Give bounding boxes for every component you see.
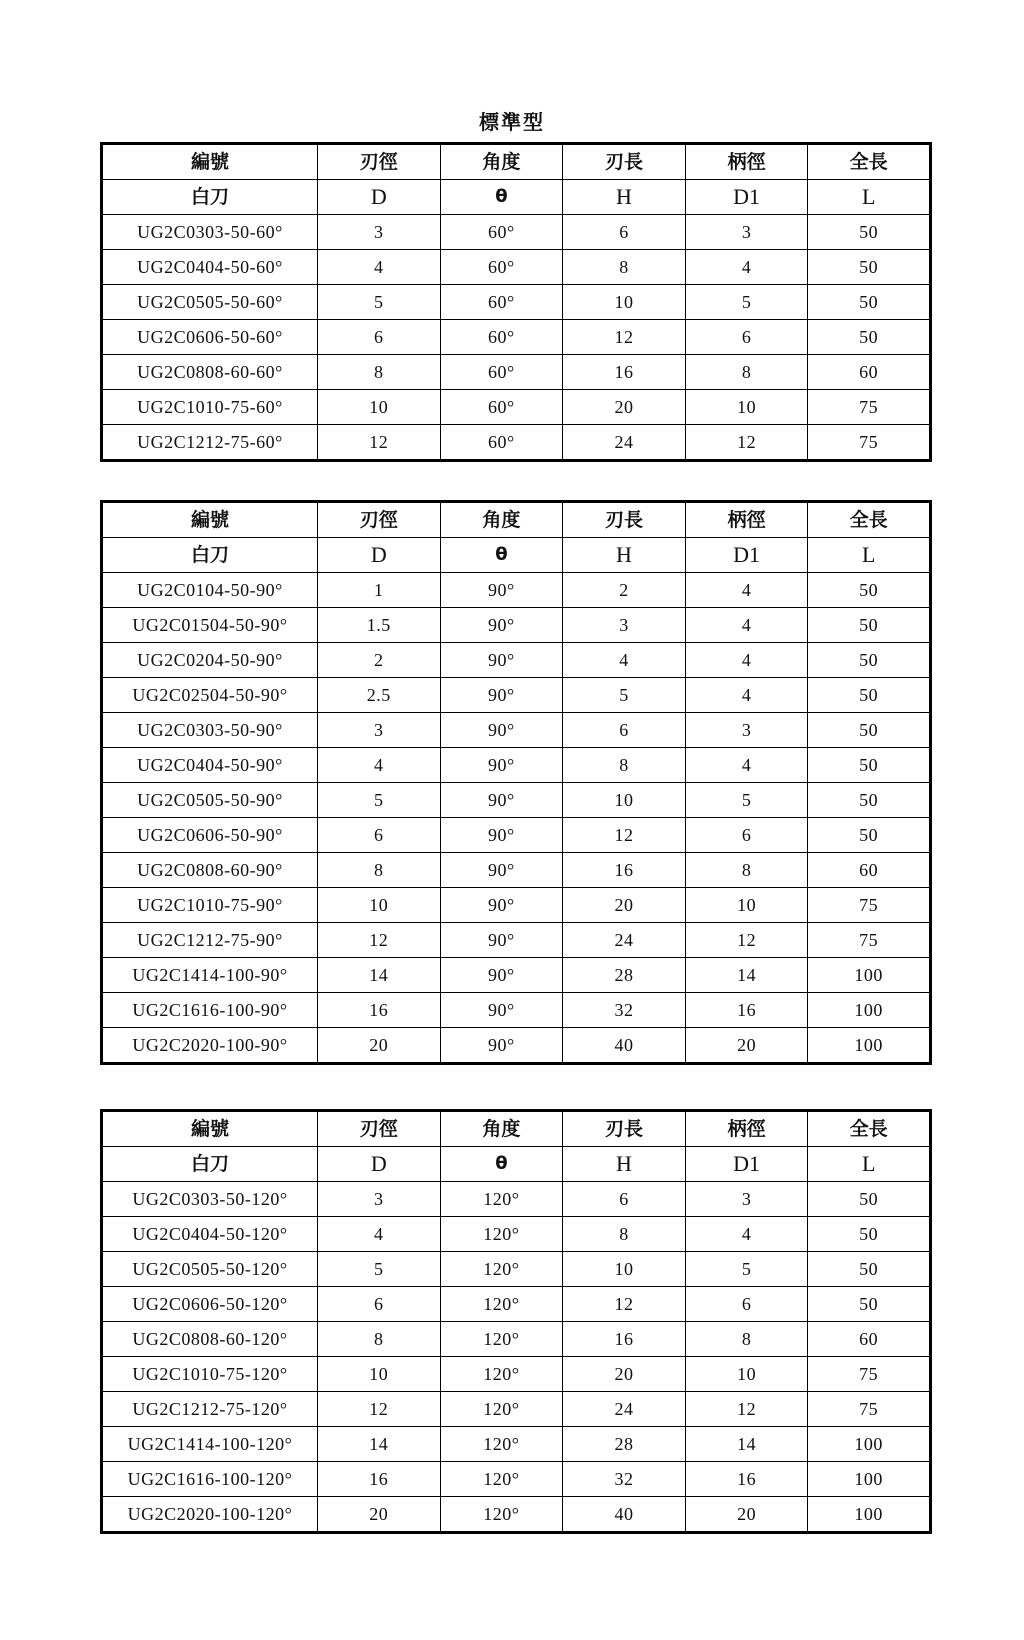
cell-code: UG2C2020-100-90° xyxy=(102,1028,318,1064)
cell-flute-length: 6 xyxy=(563,713,686,748)
table-row xyxy=(102,748,931,783)
cell-diameter: 8 xyxy=(318,1322,441,1357)
table-row xyxy=(102,215,931,250)
cell-diameter: 10 xyxy=(318,1357,441,1392)
col-header-h-symbol: H xyxy=(563,180,686,215)
cell-code: UG2C1616-100-120° xyxy=(102,1462,318,1497)
table-row xyxy=(102,853,931,888)
cell-diameter: 16 xyxy=(318,1462,441,1497)
cell-overall: 50 xyxy=(808,215,931,250)
cell-angle: 90° xyxy=(440,678,563,713)
cell-flute-length: 4 xyxy=(563,643,686,678)
cell-flute-length: 10 xyxy=(563,1252,686,1287)
cell-overall: 50 xyxy=(808,1217,931,1252)
cell-shank: 4 xyxy=(685,643,808,678)
cell-flute-length: 10 xyxy=(563,285,686,320)
col-header-blank: 白刀 xyxy=(102,1147,318,1182)
cell-shank: 10 xyxy=(685,1357,808,1392)
cell-shank: 4 xyxy=(685,748,808,783)
page-title: 標準型 xyxy=(479,110,545,134)
cell-code: UG2C0606-50-60° xyxy=(102,320,318,355)
cell-overall: 50 xyxy=(808,643,931,678)
cell-flute-length: 6 xyxy=(563,215,686,250)
cell-overall: 75 xyxy=(808,923,931,958)
cell-overall: 75 xyxy=(808,888,931,923)
cell-angle: 90° xyxy=(440,958,563,993)
cell-angle: 120° xyxy=(440,1392,563,1427)
cell-code: UG2C1212-75-120° xyxy=(102,1392,318,1427)
cell-shank: 20 xyxy=(685,1028,808,1064)
cell-flute-length: 40 xyxy=(563,1028,686,1064)
cell-diameter: 12 xyxy=(318,425,441,461)
cell-flute-length: 12 xyxy=(563,1287,686,1322)
cell-overall: 50 xyxy=(808,250,931,285)
col-header-d1-symbol: D1 xyxy=(685,180,808,215)
cell-flute-length: 3 xyxy=(563,608,686,643)
cell-code: UG2C0808-60-90° xyxy=(102,853,318,888)
table-row xyxy=(102,643,931,678)
cell-diameter: 5 xyxy=(318,783,441,818)
header-row-labels xyxy=(102,144,931,180)
col-header-overall: 全長 xyxy=(808,1111,931,1147)
cell-diameter: 3 xyxy=(318,215,441,250)
cell-overall: 50 xyxy=(808,320,931,355)
cell-code: UG2C02504-50-90° xyxy=(102,678,318,713)
cell-flute-length: 16 xyxy=(563,355,686,390)
header-row-symbols xyxy=(102,538,931,573)
cell-diameter: 14 xyxy=(318,1427,441,1462)
cell-diameter: 12 xyxy=(318,1392,441,1427)
cell-angle: 120° xyxy=(440,1217,563,1252)
cell-overall: 75 xyxy=(808,1392,931,1427)
table-row xyxy=(102,1392,931,1427)
cell-angle: 120° xyxy=(440,1287,563,1322)
col-header-flute-length: 刃長 xyxy=(563,1111,686,1147)
cell-flute-length: 10 xyxy=(563,783,686,818)
cell-diameter: 6 xyxy=(318,1287,441,1322)
cell-shank: 14 xyxy=(685,1427,808,1462)
col-header-h-symbol: H xyxy=(563,1147,686,1182)
cell-shank: 5 xyxy=(685,783,808,818)
cell-angle: 90° xyxy=(440,993,563,1028)
cell-shank: 4 xyxy=(685,573,808,608)
cell-code: UG2C0606-50-90° xyxy=(102,818,318,853)
cell-flute-length: 16 xyxy=(563,1322,686,1357)
cell-angle: 120° xyxy=(440,1252,563,1287)
cell-overall: 100 xyxy=(808,993,931,1028)
cell-angle: 60° xyxy=(440,250,563,285)
cell-shank: 6 xyxy=(685,1287,808,1322)
cell-diameter: 2.5 xyxy=(318,678,441,713)
table-row xyxy=(102,390,931,425)
cell-angle: 120° xyxy=(440,1322,563,1357)
cell-diameter: 14 xyxy=(318,958,441,993)
cell-angle: 120° xyxy=(440,1462,563,1497)
col-header-diameter: 刃徑 xyxy=(318,502,441,538)
cell-flute-length: 6 xyxy=(563,1182,686,1217)
spec-table-120 xyxy=(100,1109,932,1534)
cell-diameter: 10 xyxy=(318,888,441,923)
col-header-shank: 柄徑 xyxy=(685,144,808,180)
table-row xyxy=(102,1462,931,1497)
cell-shank: 16 xyxy=(685,993,808,1028)
cell-shank: 10 xyxy=(685,390,808,425)
cell-shank: 4 xyxy=(685,678,808,713)
table-row xyxy=(102,250,931,285)
col-header-d-symbol: D xyxy=(318,1147,441,1182)
cell-shank: 4 xyxy=(685,1217,808,1252)
col-header-d-symbol: D xyxy=(318,180,441,215)
cell-overall: 100 xyxy=(808,1497,931,1533)
cell-shank: 3 xyxy=(685,215,808,250)
cell-diameter: 10 xyxy=(318,390,441,425)
col-header-overall: 全長 xyxy=(808,144,931,180)
cell-code: UG2C1010-75-60° xyxy=(102,390,318,425)
cell-code: UG2C0303-50-90° xyxy=(102,713,318,748)
cell-shank: 16 xyxy=(685,1462,808,1497)
col-header-l-symbol: L xyxy=(808,1147,931,1182)
table-row xyxy=(102,1357,931,1392)
cell-code: UG2C1414-100-120° xyxy=(102,1427,318,1462)
cell-diameter: 20 xyxy=(318,1028,441,1064)
cell-flute-length: 28 xyxy=(563,958,686,993)
cell-angle: 90° xyxy=(440,923,563,958)
col-header-d1-symbol: D1 xyxy=(685,1147,808,1182)
cell-diameter: 4 xyxy=(318,748,441,783)
cell-angle: 90° xyxy=(440,783,563,818)
cell-code: UG2C0303-50-60° xyxy=(102,215,318,250)
cell-overall: 50 xyxy=(808,1287,931,1322)
col-header-d1-symbol: D1 xyxy=(685,538,808,573)
cell-flute-length: 24 xyxy=(563,923,686,958)
cell-shank: 12 xyxy=(685,1392,808,1427)
table-row xyxy=(102,923,931,958)
cell-shank: 3 xyxy=(685,713,808,748)
header-row-symbols xyxy=(102,180,931,215)
cell-angle: 120° xyxy=(440,1357,563,1392)
table-row xyxy=(102,713,931,748)
col-header-blank: 白刀 xyxy=(102,180,318,215)
cell-diameter: 4 xyxy=(318,1217,441,1252)
cell-angle: 90° xyxy=(440,888,563,923)
cell-angle: 60° xyxy=(440,390,563,425)
col-header-flute-length: 刃長 xyxy=(563,502,686,538)
cell-code: UG2C0505-50-60° xyxy=(102,285,318,320)
col-header-diameter: 刃徑 xyxy=(318,144,441,180)
cell-overall: 50 xyxy=(808,1252,931,1287)
cell-flute-length: 16 xyxy=(563,853,686,888)
col-header-l-symbol: L xyxy=(808,538,931,573)
cell-shank: 8 xyxy=(685,853,808,888)
header-row-labels xyxy=(102,1111,931,1147)
cell-diameter: 3 xyxy=(318,713,441,748)
col-header-code: 編號 xyxy=(102,1111,318,1147)
cell-overall: 50 xyxy=(808,818,931,853)
cell-code: UG2C0808-60-120° xyxy=(102,1322,318,1357)
table-row xyxy=(102,1252,931,1287)
table-row xyxy=(102,355,931,390)
col-header-overall: 全長 xyxy=(808,502,931,538)
cell-overall: 60 xyxy=(808,853,931,888)
cell-shank: 14 xyxy=(685,958,808,993)
col-header-h-symbol: H xyxy=(563,538,686,573)
cell-code: UG2C1212-75-60° xyxy=(102,425,318,461)
cell-shank: 5 xyxy=(685,1252,808,1287)
cell-overall: 100 xyxy=(808,1427,931,1462)
cell-overall: 100 xyxy=(808,958,931,993)
cell-code: UG2C1414-100-90° xyxy=(102,958,318,993)
cell-angle: 90° xyxy=(440,748,563,783)
table-row xyxy=(102,425,931,461)
cell-flute-length: 40 xyxy=(563,1497,686,1533)
cell-flute-length: 12 xyxy=(563,818,686,853)
cell-angle: 60° xyxy=(440,285,563,320)
cell-shank: 4 xyxy=(685,608,808,643)
table-row xyxy=(102,285,931,320)
col-header-code: 編號 xyxy=(102,144,318,180)
cell-overall: 50 xyxy=(808,713,931,748)
cell-code: UG2C0404-50-90° xyxy=(102,748,318,783)
cell-diameter: 16 xyxy=(318,993,441,1028)
cell-overall: 60 xyxy=(808,355,931,390)
cell-angle: 120° xyxy=(440,1427,563,1462)
table-row xyxy=(102,320,931,355)
col-header-angle: 角度 xyxy=(440,502,563,538)
cell-code: UG2C0606-50-120° xyxy=(102,1287,318,1322)
cell-diameter: 4 xyxy=(318,250,441,285)
cell-shank: 20 xyxy=(685,1497,808,1533)
spec-table-60 xyxy=(100,142,932,462)
cell-code: UG2C1010-75-90° xyxy=(102,888,318,923)
spec-table-90 xyxy=(100,500,932,1065)
cell-angle: 60° xyxy=(440,425,563,461)
cell-angle: 90° xyxy=(440,643,563,678)
cell-overall: 50 xyxy=(808,748,931,783)
col-header-angle: 角度 xyxy=(440,1111,563,1147)
cell-overall: 100 xyxy=(808,1462,931,1497)
cell-diameter: 20 xyxy=(318,1497,441,1533)
cell-shank: 12 xyxy=(685,923,808,958)
cell-flute-length: 8 xyxy=(563,748,686,783)
cell-shank: 8 xyxy=(685,1322,808,1357)
cell-shank: 8 xyxy=(685,355,808,390)
col-header-shank: 柄徑 xyxy=(685,1111,808,1147)
cell-angle: 60° xyxy=(440,355,563,390)
table-row xyxy=(102,818,931,853)
cell-flute-length: 32 xyxy=(563,993,686,1028)
cell-diameter: 6 xyxy=(318,818,441,853)
cell-flute-length: 28 xyxy=(563,1427,686,1462)
cell-angle: 90° xyxy=(440,1028,563,1064)
cell-angle: 90° xyxy=(440,818,563,853)
cell-overall: 75 xyxy=(808,1357,931,1392)
cell-overall: 50 xyxy=(808,608,931,643)
cell-shank: 3 xyxy=(685,1182,808,1217)
cell-flute-length: 32 xyxy=(563,1462,686,1497)
cell-code: UG2C0505-50-90° xyxy=(102,783,318,818)
cell-angle: 90° xyxy=(440,608,563,643)
col-header-theta-symbol: θ xyxy=(440,180,563,215)
cell-diameter: 5 xyxy=(318,1252,441,1287)
table-row xyxy=(102,1287,931,1322)
header-row-labels xyxy=(102,502,931,538)
cell-code: UG2C0404-50-60° xyxy=(102,250,318,285)
col-header-theta-symbol: θ xyxy=(440,1147,563,1182)
table-row xyxy=(102,1497,931,1533)
cell-angle: 60° xyxy=(440,320,563,355)
cell-angle: 120° xyxy=(440,1182,563,1217)
cell-flute-length: 20 xyxy=(563,390,686,425)
cell-code: UG2C1010-75-120° xyxy=(102,1357,318,1392)
cell-diameter: 8 xyxy=(318,355,441,390)
cell-diameter: 1.5 xyxy=(318,608,441,643)
col-header-l-symbol: L xyxy=(808,180,931,215)
cell-shank: 6 xyxy=(685,320,808,355)
cell-overall: 75 xyxy=(808,390,931,425)
table-row xyxy=(102,888,931,923)
col-header-diameter: 刃徑 xyxy=(318,1111,441,1147)
cell-overall: 50 xyxy=(808,678,931,713)
cell-flute-length: 24 xyxy=(563,1392,686,1427)
cell-shank: 6 xyxy=(685,818,808,853)
cell-diameter: 12 xyxy=(318,923,441,958)
cell-diameter: 6 xyxy=(318,320,441,355)
cell-diameter: 8 xyxy=(318,853,441,888)
cell-flute-length: 2 xyxy=(563,573,686,608)
cell-overall: 50 xyxy=(808,573,931,608)
table-row xyxy=(102,1182,931,1217)
cell-overall: 50 xyxy=(808,285,931,320)
table-row xyxy=(102,783,931,818)
cell-flute-length: 5 xyxy=(563,678,686,713)
cell-overall: 50 xyxy=(808,783,931,818)
cell-flute-length: 12 xyxy=(563,320,686,355)
cell-diameter: 2 xyxy=(318,643,441,678)
cell-shank: 4 xyxy=(685,250,808,285)
cell-diameter: 1 xyxy=(318,573,441,608)
cell-flute-length: 8 xyxy=(563,250,686,285)
table-row xyxy=(102,1028,931,1064)
cell-flute-length: 20 xyxy=(563,888,686,923)
cell-code: UG2C1616-100-90° xyxy=(102,993,318,1028)
cell-overall: 75 xyxy=(808,425,931,461)
col-header-flute-length: 刃長 xyxy=(563,144,686,180)
table-row xyxy=(102,958,931,993)
cell-code: UG2C0404-50-120° xyxy=(102,1217,318,1252)
cell-shank: 10 xyxy=(685,888,808,923)
table-row xyxy=(102,608,931,643)
cell-code: UG2C01504-50-90° xyxy=(102,608,318,643)
cell-code: UG2C0104-50-90° xyxy=(102,573,318,608)
cell-overall: 50 xyxy=(808,1182,931,1217)
cell-angle: 60° xyxy=(440,215,563,250)
cell-code: UG2C0303-50-120° xyxy=(102,1182,318,1217)
cell-code: UG2C0204-50-90° xyxy=(102,643,318,678)
col-header-blank: 白刀 xyxy=(102,538,318,573)
cell-overall: 100 xyxy=(808,1028,931,1064)
cell-flute-length: 24 xyxy=(563,425,686,461)
cell-code: UG2C1212-75-90° xyxy=(102,923,318,958)
col-header-shank: 柄徑 xyxy=(685,502,808,538)
cell-angle: 90° xyxy=(440,573,563,608)
col-header-d-symbol: D xyxy=(318,538,441,573)
cell-angle: 90° xyxy=(440,853,563,888)
cell-diameter: 3 xyxy=(318,1182,441,1217)
table-row xyxy=(102,573,931,608)
cell-code: UG2C0808-60-60° xyxy=(102,355,318,390)
cell-angle: 120° xyxy=(440,1497,563,1533)
cell-overall: 60 xyxy=(808,1322,931,1357)
cell-code: UG2C2020-100-120° xyxy=(102,1497,318,1533)
cell-flute-length: 8 xyxy=(563,1217,686,1252)
cell-flute-length: 20 xyxy=(563,1357,686,1392)
cell-shank: 12 xyxy=(685,425,808,461)
table-row xyxy=(102,1322,931,1357)
cell-diameter: 5 xyxy=(318,285,441,320)
cell-angle: 90° xyxy=(440,713,563,748)
table-row xyxy=(102,1427,931,1462)
cell-shank: 5 xyxy=(685,285,808,320)
col-header-theta-symbol: θ xyxy=(440,538,563,573)
cell-code: UG2C0505-50-120° xyxy=(102,1252,318,1287)
table-row xyxy=(102,1217,931,1252)
col-header-code: 編號 xyxy=(102,502,318,538)
col-header-angle: 角度 xyxy=(440,144,563,180)
header-row-symbols xyxy=(102,1147,931,1182)
table-row xyxy=(102,993,931,1028)
table-row xyxy=(102,678,931,713)
